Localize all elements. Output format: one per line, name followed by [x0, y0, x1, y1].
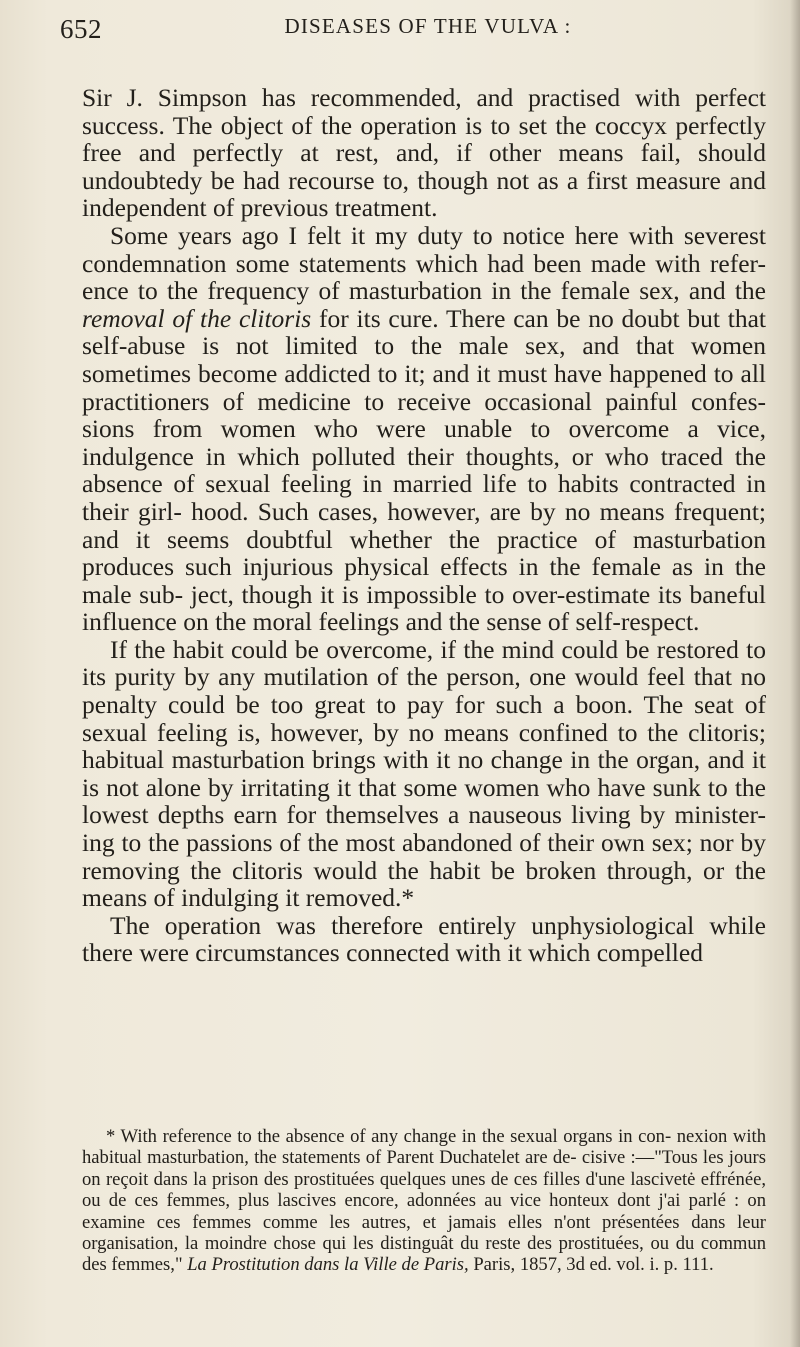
- footnote-text: * With reference to the absence of any change in the sexual organs in con- nexion with habitual masturbation, the statements of Parent Duchatelet are de- cisive :—"Tous les jours on reçoit dans la prison des prostituées quelques unes de ces filles d'une lascivetė effrénée, ou de ces femmes, plus lascives encore, adonnées au vice honteux dont j'ai parlé : on examine ces femmes comme les autres, et jamais elles n'ont présentées dans leur organisation, la moindre chose qui les distinguât du reste des prostituées, ou du commun des femmes,": [82, 1126, 766, 1276]
- page-header: [60, 14, 760, 54]
- paragraph-1: Sir J. Simpson has recommended, and practised with perfect success. The object of the operation is to set the coccyx perfectly free and perfectly at rest, and, if other means fail, should undoubtedy be had recourse to, though not as a first measure and independent of previous treatment.: [82, 83, 766, 223]
- paragraph-3: If the habit could be overcome, if the mind could be restored to its purity by any mutilation of the person, one would feel that no penalty could be too great to pay for such a boon. The seat of sexual feeling is, however, by no means confined to the clitoris; habitual masturbation brings with it no change in the organ, and it is not alone by irritating it that some women who have sunk to the lowest depths earn for themselves a nauseous living by minister- ing to the passions of the most abandoned of their own sex; nor by removing the clitoris would the habit be broken through, or the means of indulging it removed.*: [82, 634, 766, 913]
- body-text: [82, 84, 766, 967]
- footnote-source-title: La Prostitution dans la Ville de Paris,: [187, 1254, 469, 1276]
- page-number: 652: [60, 14, 102, 44]
- page-edge-shadow: [790, 0, 800, 1347]
- footnote-citation: Paris, 1857, 3d ed. vol. i. p. 111.: [468, 1254, 714, 1276]
- paragraph-2: [82, 222, 766, 636]
- footnote-paragraph: [82, 1126, 766, 1276]
- running-head: DISEASES OF THE VULVA :: [284, 14, 572, 38]
- paragraph-2-text-a: Some years ago I felt it my duty to notice here with severest condemnation some statements which had been made with refer- ence to the frequency of masturbation in the female sex, and the: [82, 220, 766, 306]
- footnote: [82, 1126, 766, 1276]
- paragraph-2-emphasis: removal of the clitoris: [82, 303, 312, 333]
- paragraph-2-text-b: for its cure. There can be no doubt but that self-abuse is not limited to the male sex, and that women sometimes become addicted to it; and it must have happened to all practitioners of medicine to receive occasional painful confes- sions from women who were unable to overcome a vice, indulgence in which polluted their thoughts, or who traced the absence of sexual feeling in married life to habits contracted in their girl- hood. Such cases, however, are by no means frequent; and it seems doubtful whether the practice of masturbation produces such injurious physical effects in the female as in the male sub- ject, though it is impossible to over-estimate its baneful influence on the moral feelings and the sense of self-respect.: [82, 303, 767, 637]
- paragraph-4: The operation was therefore entirely unphysiological while there were circumstances connected with it which compelled: [82, 910, 766, 968]
